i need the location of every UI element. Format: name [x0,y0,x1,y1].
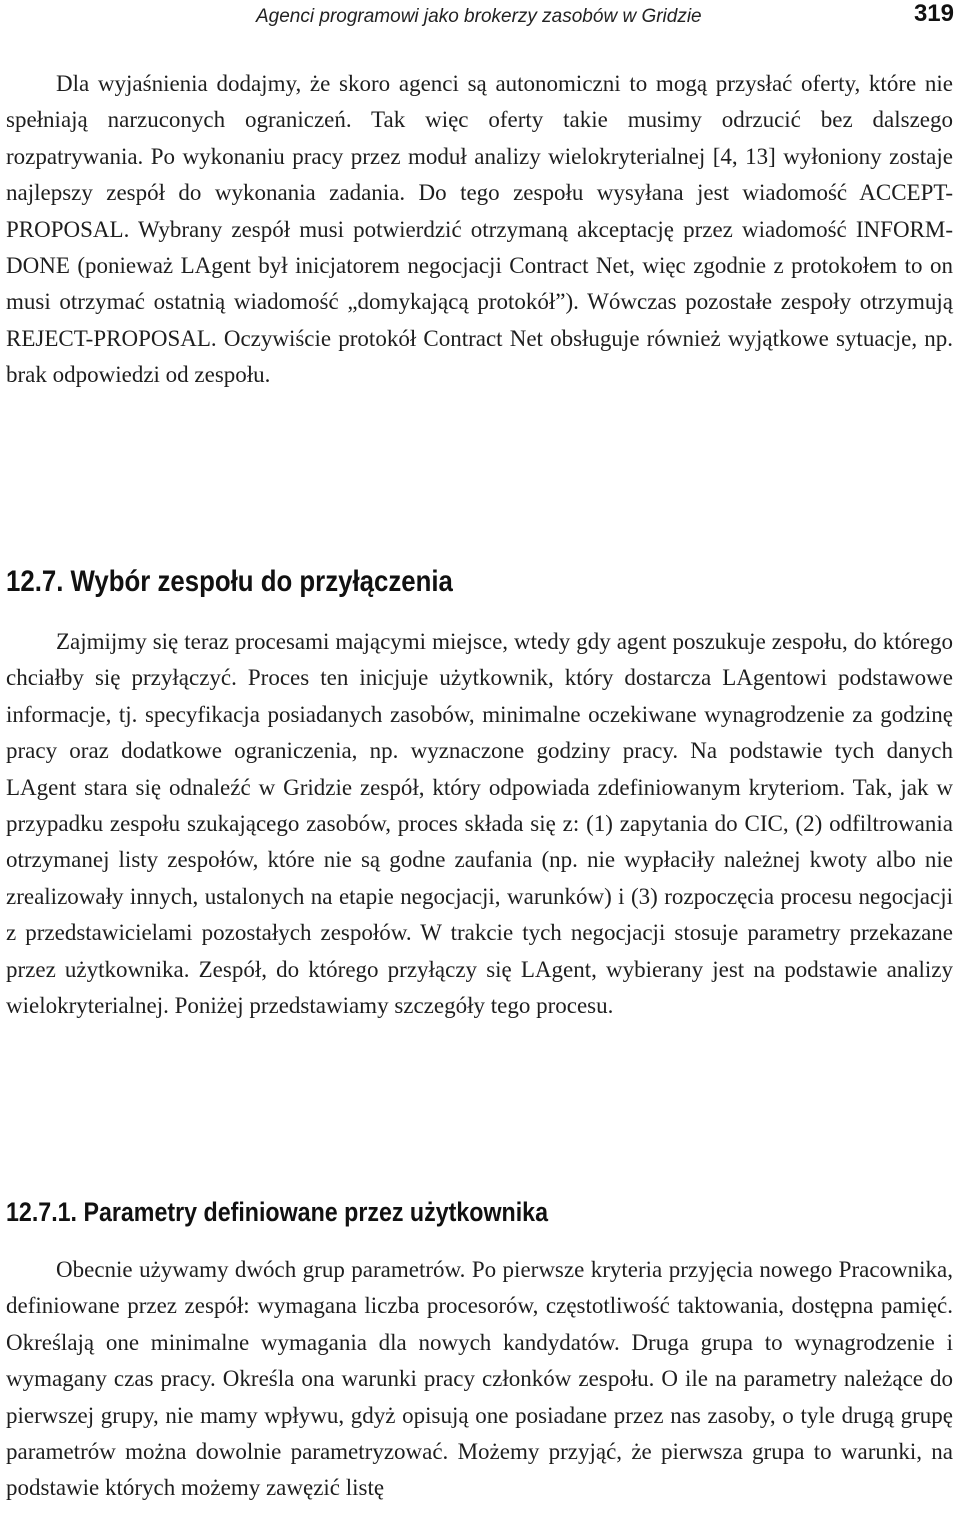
section-heading: 12.7. Wybór zespołu do przyłączenia [6,565,453,598]
running-title: Agenci programowi jako brokerzy zasobów w Gridzie [256,6,702,27]
subsection-heading: 12.7.1. Parametry definiowane przez użytkownika [6,1197,549,1227]
paragraph-parameters: Obecnie używamy dwóch grup parametrów. Po pierwsze kryteria przyjęcia nowego Pracownika, definiowane przez zespół: wymagana liczba procesorów, częstotliwość taktowania, dostępna pamięć. Określają one minimalne wymagania dla nowych kandydatów. Druga grupa to wynagrodzenie i wymagany czas pracy. Określa ona warunki pracy członków zespołu. O ile na parametry należące do pierwszej grupy, nie mamy wpływu, gdyż opisują one posiadane przez nas zasoby, o tyle drugą grupę parametrów można dowolnie parametryzować. Możemy przyjąć, że pierwsza grupa to warunki, na podstawie których możemy zawęzić listę [6,1257,953,1501]
paragraph-team-selection: Zajmijmy się teraz procesami mającymi miejsce, wtedy gdy agent poszukuje zespołu, do którego chciałby się przyłączyć. Proces ten inicjuje użytkownik, który dostarcza LAgentowi podstawowe informacje, tj. specyfikacja posiadanych zasobów, minimalne oczekiwane wynagrodzenie za godzinę pracy oraz dodatkowe ograniczenia, np. wyznaczone godziny pracy. Na podstawie tych danych LAgent stara się odnaleźć w Gridzie zespół, który odpowiada zdefiniowanym kryteriom. Tak, jak w przypadku zespołu szukającego zasobów, proces składa się z: (1) zapytania do CIC, (2) odfiltrowania otrzymanej listy zespołów, które nie są godne zaufania (np. nie wypłaciły należnej kwoty albo nie zrealizowały innych, ustalonych na etapie negocjacji, warunków) i (3) rozpoczęcia procesu negocjacji z przedstawicielami pozostałych zespołów. W trakcie tych negocjacji stosuje parametry przekazane przez użytkownika. Zespół, do którego przyłączy się LAgent, wybierany jest na podstawie analizy wielokryterialnej. Poniżej przedstawiamy szczegóły tego procesu. [6,629,953,1019]
paragraph-offers: Dla wyjaśnienia dodajmy, że skoro agenci są autonomiczni to mogą przysłać oferty, które nie spełniają narzuconych ograniczeń. Tak więc oferty takie musimy odrzucić bez dalszego rozpatrywania. Po wykonaniu pracy przez moduł analizy wielokryterialnej [4, 13] wyłoniony zostaje najlepszy zespół do wykonania zadania. Do tego zespołu wysyłana jest wiadomość ACCEPT-PROPOSAL. Wybrany zespół musi potwierdzić otrzymaną akceptację przez wiadomość INFORM-DONE (ponieważ LAgent był inicjatorem negocjacji Contract Net, więc zgodnie z protokołem to on musi otrzymać ostatnią wiadomość „domykającą protokół”). Wówczas pozostałe zespoły otrzymują REJECT-PROPOSAL. Oczywiście protokół Contract Net obsługuje również wyjątkowe sytuacje, np. brak odpowiedzi od zespołu. [6,71,953,388]
page-header [0,0,960,40]
page-number: 319 [913,0,954,27]
